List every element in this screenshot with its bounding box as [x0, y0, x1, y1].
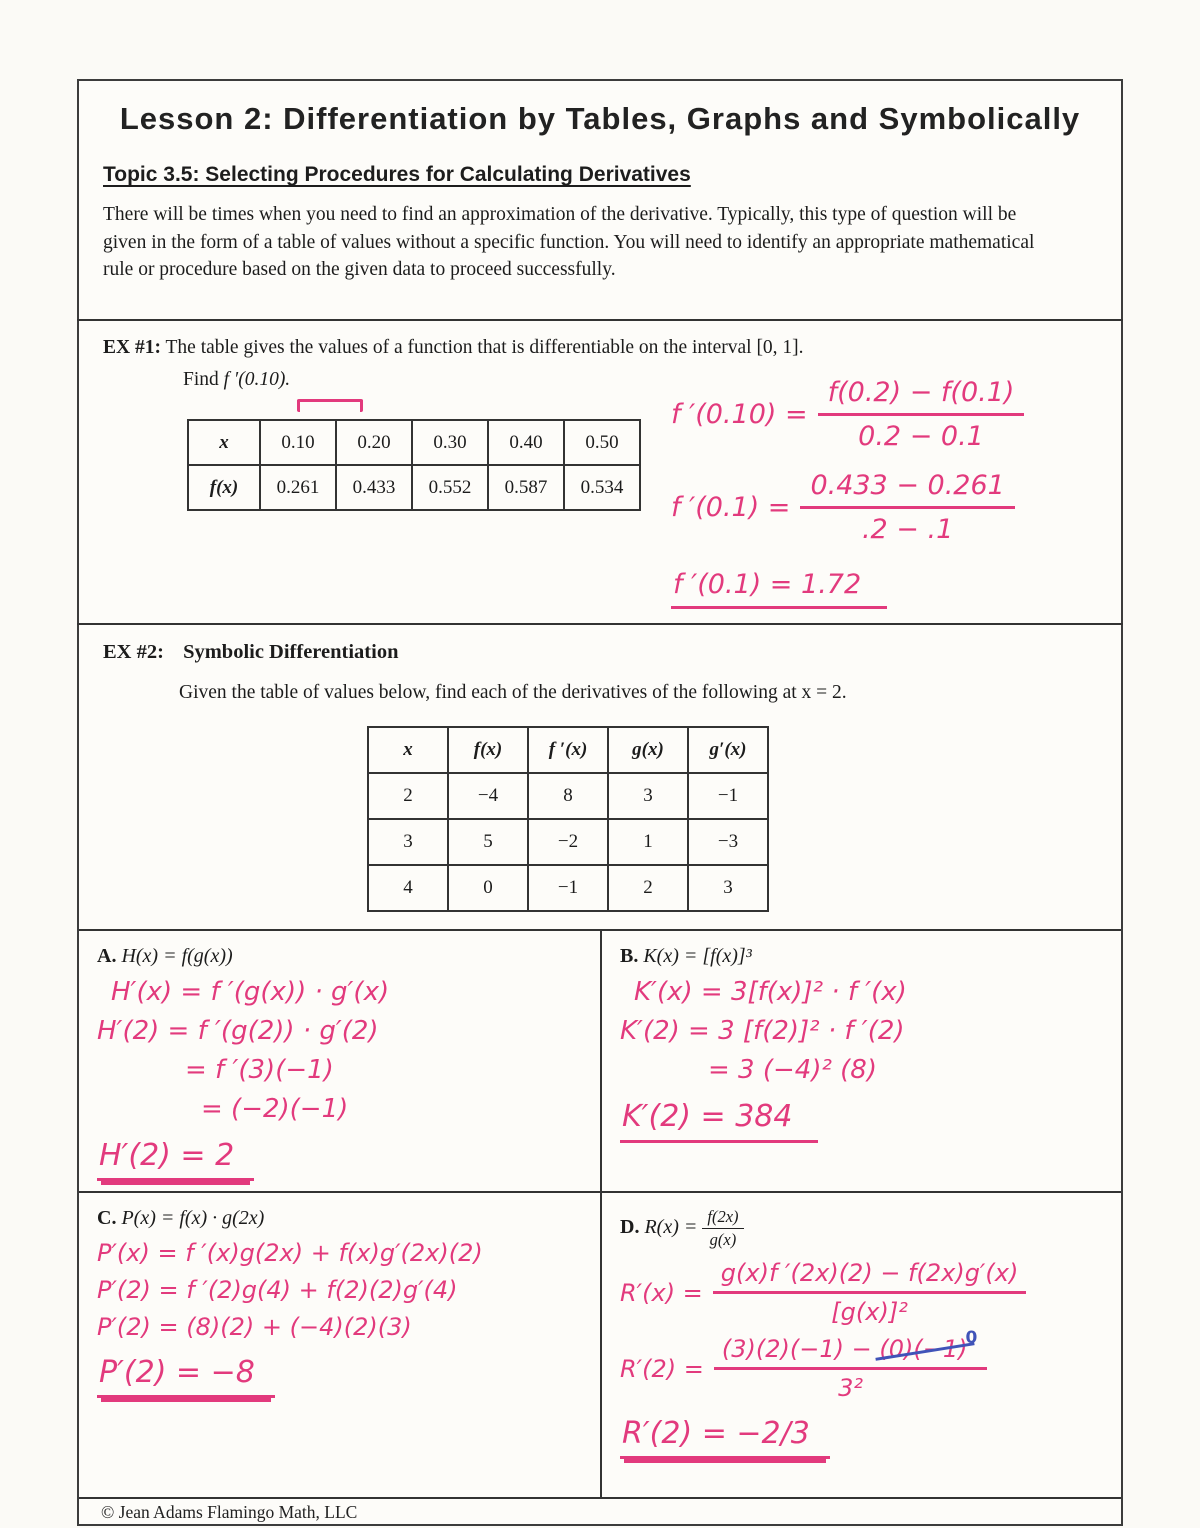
table-cell: 0.552	[412, 465, 488, 510]
struck-term: (0)(−1)	[879, 1335, 968, 1363]
handwritten-line: P′(2) = f ′(2)g(4) + f(2)(2)g′(4)	[97, 1276, 458, 1304]
quadrant-d	[602, 1193, 1121, 1497]
fraction-numerator: g(x)f ′(2x)(2) − f(2x)g′(x)	[720, 1259, 1019, 1287]
header-cell: f ′(x)	[528, 727, 608, 773]
ex2-table	[367, 726, 769, 912]
table-cell: 8	[528, 773, 608, 819]
problem-statement	[97, 1207, 582, 1230]
answer-text: R′(2) = −2/3	[620, 1416, 830, 1459]
quadrant-c	[79, 1193, 602, 1497]
header-cell: x	[368, 727, 448, 773]
handwritten-line	[620, 1328, 1103, 1402]
table-row	[368, 773, 768, 819]
problem-label: B.	[620, 945, 639, 967]
fraction-denominator: 3²	[714, 1367, 987, 1402]
handwritten-fraction	[800, 470, 1014, 545]
equation-lhs: R′(x) =	[620, 1278, 703, 1307]
ex2-heading	[103, 641, 398, 664]
handwritten-work	[97, 977, 582, 1181]
ex2-label: EX #2:	[103, 641, 164, 663]
numerator-kept-term: (3)(2)(−1) −	[721, 1335, 872, 1363]
header-cell: x	[188, 420, 260, 465]
ex1-prompt	[103, 337, 804, 359]
fraction-denominator: g(x)	[709, 1230, 737, 1249]
problem-statement	[620, 945, 1103, 968]
quadrant-b	[602, 931, 1121, 1193]
answer-text: K′(2) = 384	[620, 1099, 818, 1143]
ex2-title: Symbolic Differentiation	[183, 641, 399, 663]
table-cell: 2	[368, 773, 448, 819]
table-cell: 0.20	[336, 420, 412, 465]
problem-statement	[97, 945, 582, 968]
topic-heading: Topic 3.5: Selecting Procedures for Calculating Derivatives	[103, 163, 691, 186]
section-divider	[77, 319, 1123, 321]
fraction-denominator: 0.2 − 0.1	[818, 413, 1025, 452]
handwritten-line: P′(x) = f ′(x)g(2x) + f(x)g′(2x)(2)	[97, 1239, 483, 1267]
lesson-title: Lesson 2: Differentiation by Tables, Graphs and Symbolically	[119, 101, 1081, 136]
fraction-numerator	[714, 1328, 987, 1367]
handwritten-line: = f ′(3)(−1)	[185, 1055, 334, 1085]
table-cell: 3	[688, 865, 768, 911]
problem-math: K(x) = [f(x)]³	[643, 945, 752, 967]
handwritten-work	[620, 977, 1103, 1143]
worksheet-page	[77, 79, 1123, 1526]
fraction-denominator: .2 − .1	[800, 506, 1014, 545]
problem-math: H(x) = f(g(x))	[121, 945, 233, 967]
equation-lhs: f ′(0.1) =	[671, 492, 791, 523]
header-cell: f(x)	[448, 727, 528, 773]
table-cell: −1	[688, 773, 768, 819]
table-row	[368, 819, 768, 865]
table-cell: 0.261	[260, 465, 336, 510]
handwritten-bracket	[297, 399, 363, 412]
handwritten-line	[671, 377, 1111, 452]
ex1-prompt-text: The table gives the values of a function that is differentiable on the interval [0, 1].	[165, 337, 804, 358]
problem-math: P(x) = f(x) · g(2x)	[121, 1207, 265, 1229]
table-cell: 2	[608, 865, 688, 911]
handwritten-answer	[620, 1416, 1103, 1459]
quadrant-a	[79, 931, 602, 1193]
table-cell: 1	[608, 819, 688, 865]
ex1-table	[187, 419, 641, 511]
handwritten-line: P′(2) = (8)(2) + (−4)(2)(3)	[97, 1313, 412, 1341]
table-cell: 0.10	[260, 420, 336, 465]
handwritten-fraction	[713, 1259, 1027, 1326]
table-cell: 3	[368, 819, 448, 865]
table-cell: 0.433	[336, 465, 412, 510]
table-cell: −3	[688, 819, 768, 865]
handwritten-answer	[97, 1138, 582, 1181]
table-cell: 0.587	[488, 465, 564, 510]
table-row	[188, 420, 640, 465]
table-cell: 4	[368, 865, 448, 911]
handwritten-answer	[671, 569, 1111, 609]
table-cell: −4	[448, 773, 528, 819]
table-cell: 0.534	[564, 465, 640, 510]
handwritten-answer	[620, 1099, 1103, 1143]
printed-fraction	[702, 1207, 743, 1250]
problem-label: A.	[97, 945, 117, 967]
header-cell: g′(x)	[688, 727, 768, 773]
handwritten-work	[97, 1239, 582, 1398]
ex1-find	[183, 369, 290, 391]
section-divider	[77, 623, 1123, 625]
handwritten-answer	[97, 1355, 582, 1398]
handwritten-work	[620, 1259, 1103, 1459]
table-cell: −1	[528, 865, 608, 911]
table-cell: 0.50	[564, 420, 640, 465]
handwritten-line: = (−2)(−1)	[201, 1094, 349, 1124]
problem-label: D.	[620, 1216, 640, 1239]
table-cell: 3	[608, 773, 688, 819]
equation-lhs: R′(2) =	[620, 1354, 704, 1383]
table-cell: −2	[528, 819, 608, 865]
handwritten-line: K′(x) = 3[f(x)]² · f ′(x)	[634, 977, 907, 1007]
ex1-find-math: f ′(0.10).	[223, 369, 291, 390]
equation-lhs: f ′(0.10) =	[671, 399, 808, 430]
ex2-prompt: Given the table of values below, find each of the derivatives of the following at x = 2.	[179, 682, 847, 703]
copyright-footer: © Jean Adams Flamingo Math, LLC	[101, 1502, 358, 1522]
problem-lhs: R(x) =	[644, 1216, 698, 1239]
table-row	[368, 865, 768, 911]
handwritten-line: = 3 (−4)² (8)	[708, 1055, 877, 1085]
table-header-row	[368, 727, 768, 773]
blue-annotation: 0	[965, 1328, 978, 1348]
table-cell: 0.40	[488, 420, 564, 465]
ex1-find-prefix: Find	[183, 369, 224, 390]
fraction-numerator: f(2x)	[702, 1207, 743, 1229]
handwritten-line: H′(2) = f ′(g(2)) · g′(2)	[97, 1016, 379, 1046]
answer-text: H′(2) = 2	[97, 1138, 254, 1181]
table-cell: 5	[448, 819, 528, 865]
handwritten-line: K′(2) = 3 [f(2)]² · f ′(2)	[620, 1016, 905, 1046]
table-cell: 0.30	[412, 420, 488, 465]
fraction-numerator: f(0.2) − f(0.1)	[827, 377, 1015, 408]
problem-grid	[79, 929, 1121, 1499]
problem-label: C.	[97, 1207, 117, 1229]
header-cell: g(x)	[608, 727, 688, 773]
handwritten-line	[620, 1259, 1103, 1326]
answer-text: f ′(0.1) = 1.72	[671, 569, 887, 609]
table-row	[188, 465, 640, 510]
table-cell: 0	[448, 865, 528, 911]
problem-statement	[620, 1207, 1103, 1250]
handwritten-fraction	[714, 1328, 987, 1402]
header-cell: f(x)	[188, 465, 260, 510]
fraction-numerator: 0.433 − 0.261	[810, 470, 1005, 501]
intro-paragraph: There will be times when you need to find an approximation of the derivative. Typically, this type of question will be given in the form of a table of values without a specific function. You will need to identify an appropriate mathematical rule or procedure based on the given data to proceed successfully.	[103, 204, 1035, 281]
handwritten-line: H′(x) = f ′(g(x)) · g′(x)	[111, 977, 390, 1007]
fraction-denominator: [g(x)]²	[713, 1291, 1027, 1326]
handwritten-line	[671, 470, 1111, 545]
ex1-label: EX #1:	[103, 337, 161, 358]
answer-text: P′(2) = −8	[97, 1355, 275, 1398]
handwritten-fraction	[818, 377, 1025, 452]
ex1-handwritten-work	[671, 377, 1111, 609]
